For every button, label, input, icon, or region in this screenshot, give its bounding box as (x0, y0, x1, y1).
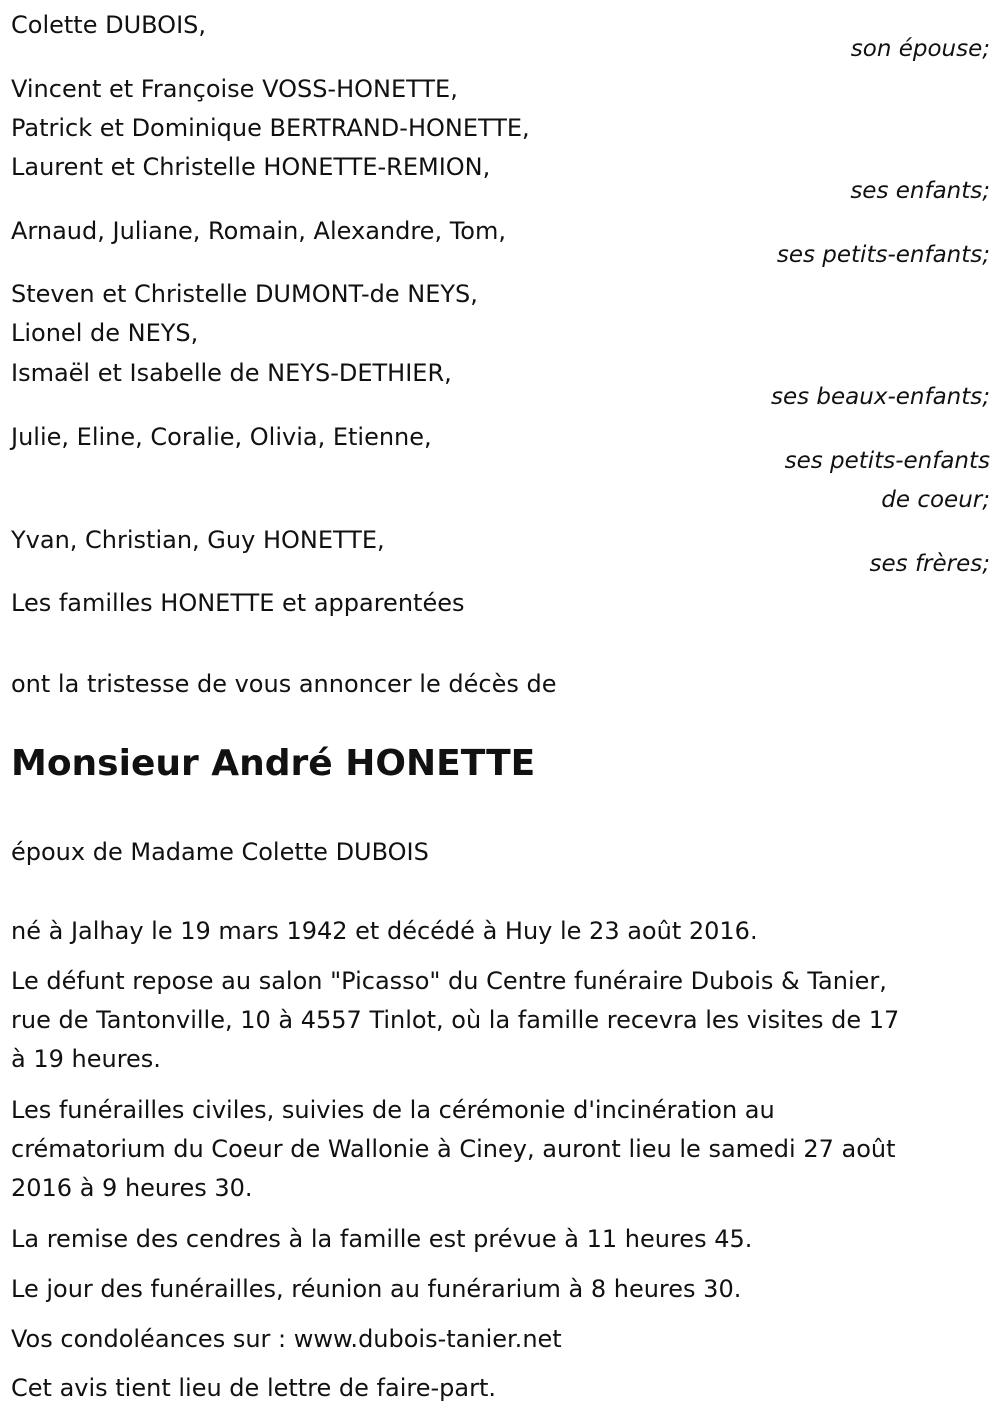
spouse-role: son épouse; (850, 36, 990, 62)
paragraph-line: La remise des cendres à la famille est prévue à 11 heures 45. (11, 1225, 753, 1253)
heart-grandchildren-names: Julie, Eline, Coralie, Olivia, Etienne, (11, 423, 432, 451)
condolences-paragraph (11, 1320, 993, 1359)
ashes-paragraph (11, 1220, 993, 1259)
brothers-names: Yvan, Christian, Guy HONETTE, (11, 526, 385, 554)
stepchild-name: Ismaël et Isabelle de NEYS-DETHIER, (11, 359, 452, 387)
child-name: Patrick et Dominique BERTRAND-HONETTE, (11, 114, 530, 142)
children-role: ses enfants; (850, 178, 990, 204)
announcement-text: ont la tristesse de vous annoncer le décès de (11, 670, 557, 698)
paragraph-line: Cet avis tient lieu de lettre de faire-part. (11, 1374, 496, 1402)
grandchildren-names: Arnaud, Juliane, Romain, Alexandre, Tom, (11, 217, 506, 245)
paragraph-line: Le défunt repose au salon "Picasso" du Centre funéraire Dubois & Tanier, (11, 967, 887, 995)
stepchildren-role: ses beaux-enfants; (770, 384, 990, 410)
gathering-paragraph (11, 1270, 993, 1309)
families-line: Les familles HONETTE et apparentées (11, 589, 465, 617)
stepchild-name: Lionel de NEYS, (11, 319, 199, 347)
notice-paragraph (11, 1369, 993, 1408)
brothers-role: ses frères; (869, 551, 990, 577)
child-name: Laurent et Christelle HONETTE-REMION, (11, 153, 491, 181)
heart-grandchildren-role (785, 442, 990, 520)
paragraph-line: 2016 à 9 heures 30. (11, 1174, 253, 1202)
funeral-paragraph (11, 1091, 993, 1208)
paragraph-line: à 19 heures. (11, 1045, 161, 1073)
paragraph-line: Le jour des funérailles, réunion au funérarium à 8 heures 30. (11, 1275, 742, 1303)
deceased-name: Monsieur André HONETTE (11, 743, 536, 784)
heart-grandchildren-role-line: de coeur; (881, 487, 990, 513)
paragraph-line: Vos condoléances sur : www.dubois-tanier.net (11, 1325, 562, 1353)
spouse-name: Colette DUBOIS, (11, 11, 207, 39)
paragraph-line: rue de Tantonville, 10 à 4557 Tinlot, où la famille recevra les visites de 17 (11, 1006, 900, 1034)
heart-grandchildren-role-line: ses petits-enfants (784, 448, 990, 474)
grandchildren-role: ses petits-enfants; (776, 242, 990, 268)
child-name: Vincent et Françoise VOSS-HONETTE, (11, 75, 458, 103)
repose-paragraph (11, 962, 993, 1079)
paragraph-line: né à Jalhay le 19 mars 1942 et décédé à Huy le 23 août 2016. (11, 917, 758, 945)
paragraph-line: Les funérailles civiles, suivies de la cérémonie d'incinération au (11, 1096, 775, 1124)
birth-death-paragraph (11, 912, 993, 951)
spouse-of-line: époux de Madame Colette DUBOIS (11, 838, 429, 866)
paragraph-line: crématorium du Coeur de Wallonie à Ciney, auront lieu le samedi 27 août (11, 1135, 896, 1163)
stepchild-name: Steven et Christelle DUMONT-de NEYS, (11, 280, 478, 308)
